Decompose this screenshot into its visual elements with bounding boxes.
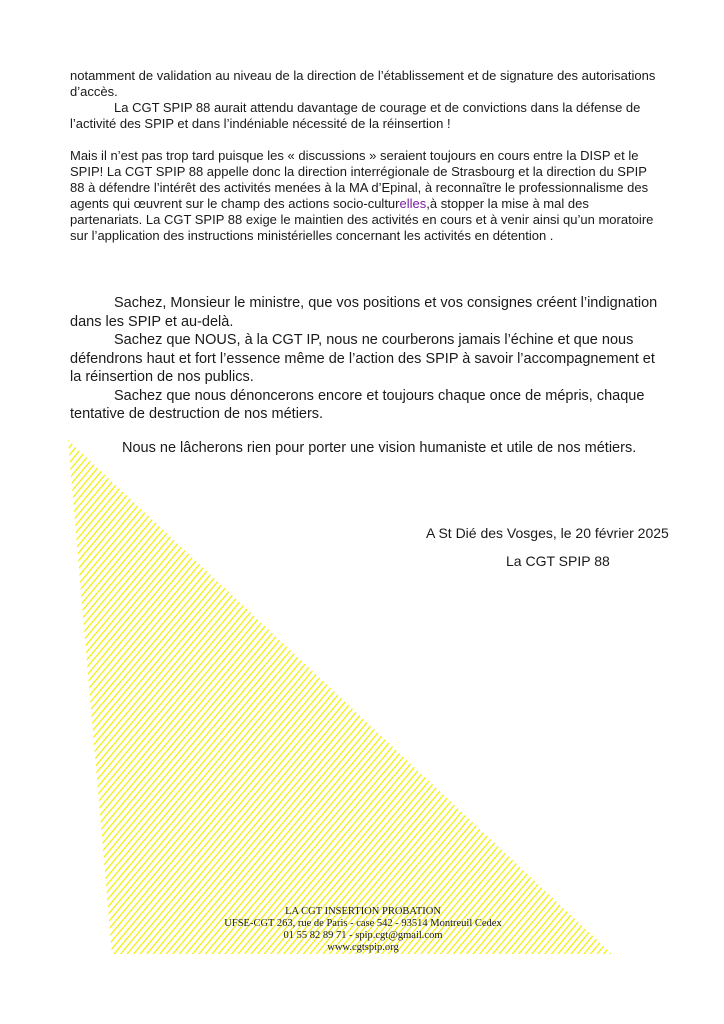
footer-contact: 01 55 82 89 71 - spip.cgt@gmail.com (283, 930, 443, 941)
paragraph-denonciation: Sachez que nous dénoncerons encore et toujours chaque once de mépris, chaque tentative de destruction de nos métiers. (70, 387, 645, 422)
paragraph-nous-cgt: Sachez que NOUS, à la CGT IP, nous ne courberons jamais l’échine et que nous défendrons haut et fort l’essence même de l’action des SPIP à savoir l’accompagnement et la réinsertion de nos publics. (70, 332, 655, 385)
paragraph-minister: Sachez, Monsieur le ministre, que vos positions et vos consignes créent l’indignation dans les SPIP et au-delà. (70, 295, 658, 330)
paragraph-discussions-part-a: Mais il n’est pas trop tard puisque les « discussions » seraient toujours en cours entre la DISP et le SPIP! La CGT SPIP 88 appelle donc la direction interrégionale de Strasbourg et la direction du SPIP 88 à défendre l’intérêt des activités menées à la MA d’Epinal, à reconnaître le professionnalisme des agents qui œuvrent sur le champ des actions socio-cultur (70, 148, 649, 211)
paragraph-discussions-part-b: ,à stopper la mise à mal des partenariats. La CGT SPIP 88 exige le maintien des activités en cours et à venir ainsi qu’un moratoire sur l’application des instructions ministérielles concernant les activités en détention . (70, 196, 654, 243)
signature-place-date: A St Dié des Vosges, le 20 février 2025 (426, 525, 669, 541)
footer-org-name: LA CGT INSERTION PROBATION (285, 906, 441, 917)
paragraph-validation: notamment de validation au niveau de la direction de l’établissement et de signature des autorisations d’accès. (70, 68, 656, 99)
paragraph-courage: La CGT SPIP 88 aurait attendu davantage de courage et de convictions dans la défense de l’activité des SPIP et dans l’indéniable nécessité de la réinsertion ! (70, 100, 641, 131)
signature-name: La CGT SPIP 88 (506, 553, 610, 569)
paragraph-discussions (70, 148, 660, 244)
body-section-2 (70, 294, 660, 424)
footer-address: UFSE-CGT 263, rue de Paris - case 542 - 93514 Montreuil Cedex (224, 918, 502, 929)
footer (170, 906, 556, 954)
footer-website: www.cgtspip.org (327, 942, 399, 953)
closing-statement: Nous ne lâcherons rien pour porter une vision humaniste et utile de nos métiers. (122, 440, 637, 456)
highlighted-text: elles (399, 196, 427, 211)
body-section-1 (70, 68, 660, 244)
